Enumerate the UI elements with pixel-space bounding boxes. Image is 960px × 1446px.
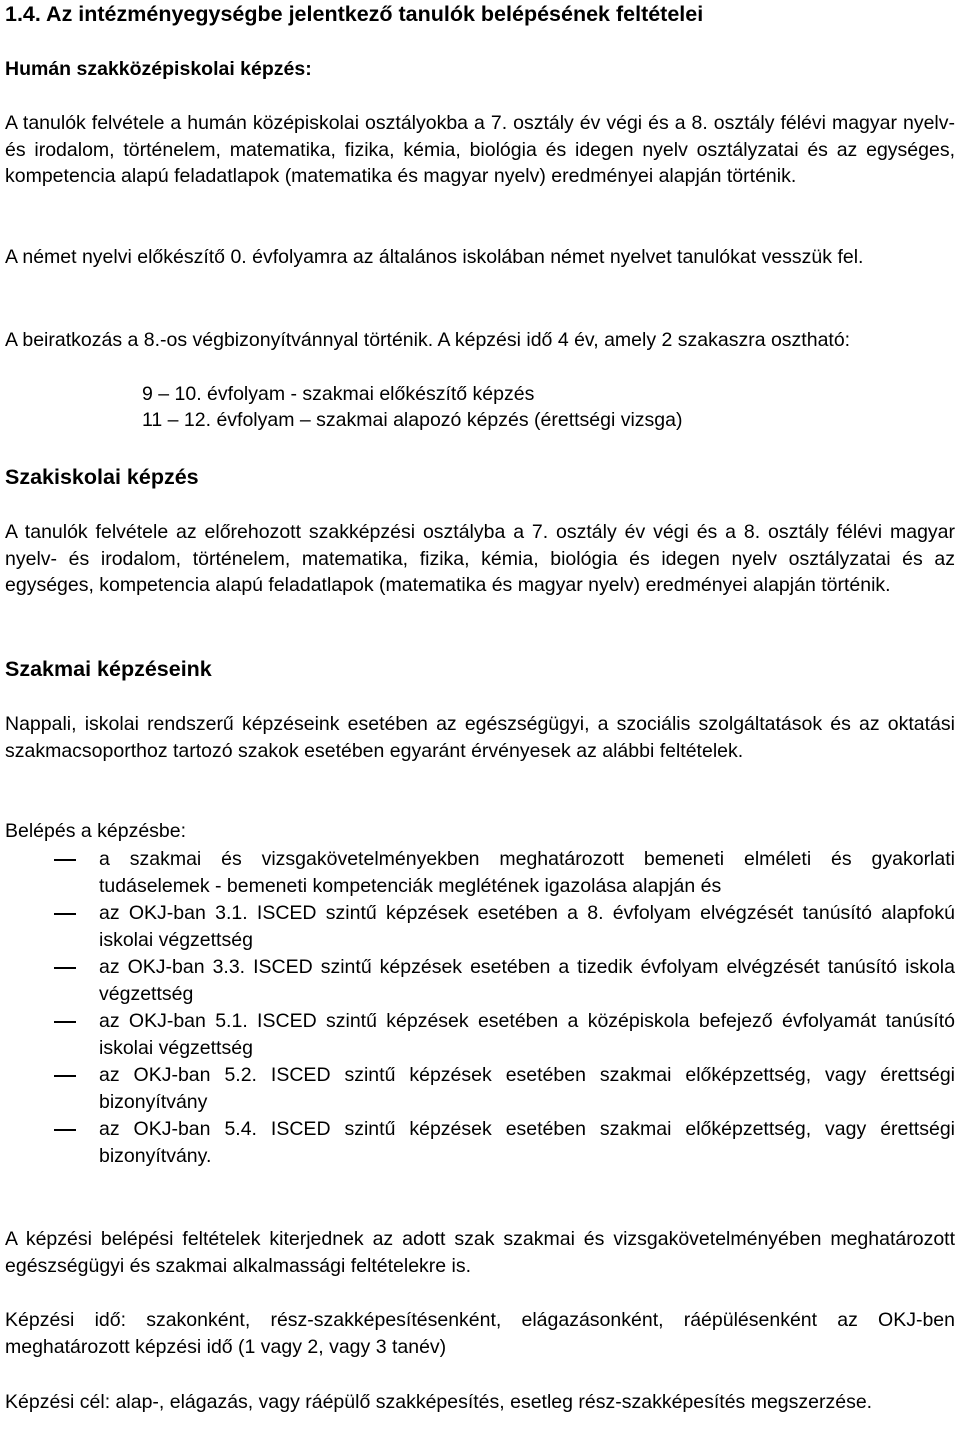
list-item: az OKJ-ban 5.2. ISCED szintű képzések esetében szakmai előképzettség, vagy érettségi bizonyítvány [5, 1062, 955, 1116]
dash-bullet [54, 1075, 76, 1077]
german-prep-paragraph: A német nyelvi előkészítő 0. évfolyamra az általános iskolában német nyelvet tanulókat vesszük fel. [5, 246, 864, 268]
goal-paragraph: Képzési cél: alap-, elágazás, vagy ráépülő szakképesítés, esetleg rész-szakképesítés megszerzése. [5, 1391, 873, 1413]
human-admission-paragraph: A tanulók felvétele a humán középiskolai osztályokba a 7. osztály év végi és a 8. osztály félévi magyar nyelv- és irodalom, történelem, matematika, fizika, kémia, biológia és idegen nyelv osztályzatai és az egységes, kompetencia alapú feladatlapok (matematika és magyar nyelv) eredményei alapján történik. [5, 112, 955, 187]
duration-paragraph: Képzési idő: szakonként, rész-szakképesítésenként, elágazásonként, ráépülésenként az OKJ-ben meghatározott képzési idő (1 vagy 2, vagy 3 tanév) [5, 1309, 955, 1358]
enrollment-paragraph: A beiratkozás a 8.-os végbizonyítvánnyal történik. A képzési idő 4 év, amely 2 szakaszra osztható: [5, 329, 851, 351]
szakiskola-paragraph: A tanulók felvétele az előrehozott szakképzési osztályba a 7. osztály év végi és a 8. osztály félévi magyar nyelv- és irodalom, történelem, matematika, fizika, kémia, biológia és idegen nyelv osztályzatai és az egységes, kompetencia alapú feladatlapok (matematika és magyar nyelv) eredményei alapján történik. [5, 521, 955, 596]
dash-bullet [54, 913, 76, 915]
dash-bullet [54, 859, 76, 861]
list-item: az OKJ-ban 3.1. ISCED szintű képzések esetében a 8. évfolyam elvégzését tanúsító alapfokú iskolai végzettség [5, 900, 955, 954]
human-heading: Humán szakközépiskolai képzés: [5, 58, 312, 80]
list-item: a szakmai és vizsgakövetelményekben meghatározott bemeneti elméleti és gyakorlati tudáselemek - bemeneti kompetenciák meglétének igazolása alapján és [5, 846, 955, 900]
entry-requirements-list [5, 846, 955, 1170]
list-item: az OKJ-ban 3.3. ISCED szintű képzések esetében a tizedik évfolyam elvégzését tanúsító iskola végzettség [5, 954, 955, 1008]
entry-label: Belépés a képzésbe: [5, 820, 187, 842]
conditions-paragraph: A képzési belépési feltételek kiterjednek az adott szak szakmai és vizsgakövetelményében meghatározott egészségügyi és szakmai alkalmassági feltételekre is. [5, 1228, 955, 1277]
dash-bullet [54, 967, 76, 969]
szakmai-paragraph: Nappali, iskolai rendszerű képzéseink esetében az egészségügyi, a szociális szolgáltatások és az oktatási szakmacsoporthoz tartozó szakok esetében egyaránt érvényesek az alábbi feltételek. [5, 713, 955, 762]
list-item: az OKJ-ban 5.4. ISCED szintű képzések esetében szakmai előképzettség, vagy érettségi bizonyítvány. [5, 1116, 955, 1170]
training-stage-1: 9 – 10. évfolyam - szakmai előkészítő képzés [142, 383, 535, 405]
section-title: 1.4. Az intézményegységbe jelentkező tanulók belépésének feltételei [5, 2, 704, 26]
dash-bullet [54, 1021, 76, 1023]
list-item: az OKJ-ban 5.1. ISCED szintű képzések esetében a középiskola befejező évfolyamát tanúsító iskolai végzettség [5, 1008, 955, 1062]
dash-bullet [54, 1129, 76, 1131]
training-stage-2: 11 – 12. évfolyam – szakmai alapozó képzés (érettségi vizsga) [142, 409, 683, 431]
szakmai-heading: Szakmai képzéseink [5, 657, 212, 681]
szakiskola-heading: Szakiskolai képzés [5, 465, 199, 489]
